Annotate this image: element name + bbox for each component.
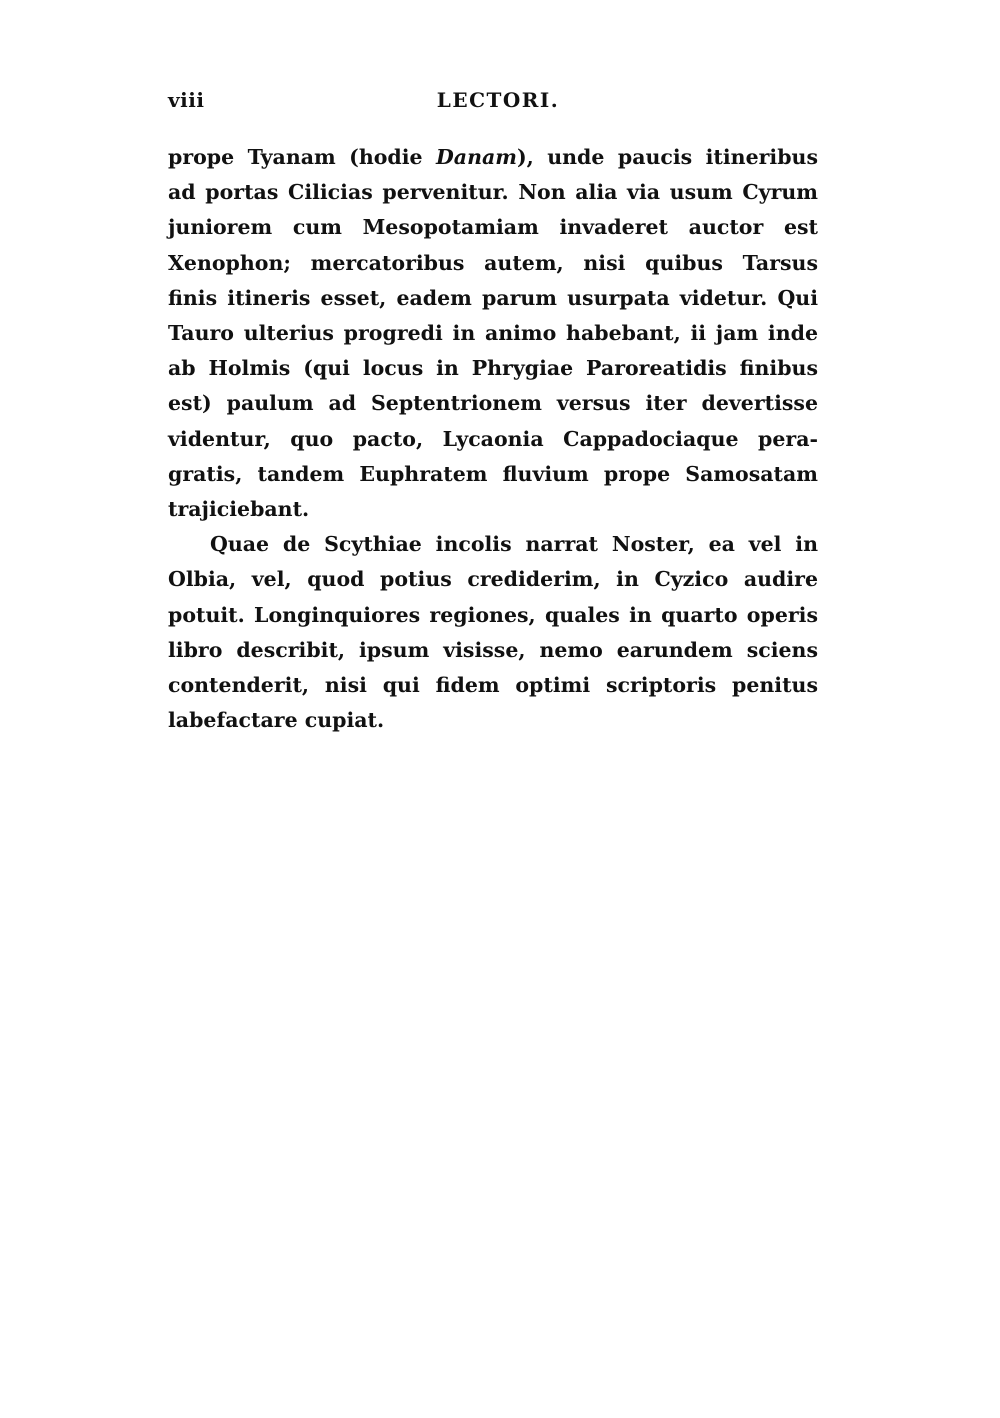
page-number: viii (168, 88, 205, 112)
text-line (168, 386, 818, 421)
text-segment: contenderit, nisi qui fidem optimi scriptoris penitus (168, 673, 818, 698)
text-segment: Tauro ulterius progredi in animo habebant, ii jam inde (168, 321, 818, 346)
text-line (168, 140, 818, 175)
text-line (168, 668, 818, 703)
text-segment: juniorem cum Mesopotamiam invaderet auctor est (168, 215, 818, 240)
text-line (168, 281, 818, 316)
text-segment: gratis, tandem Euphratem fluvium prope Samosatam (168, 461, 818, 486)
text-segment: ad portas Cilicias pervenitur. Non alia via usum Cyrum (168, 180, 818, 205)
text-segment: ), unde paucis itineribus (516, 145, 818, 169)
text-line (168, 316, 818, 351)
text-segment: prope Tyanam (hodie (168, 145, 437, 169)
text-segment: Xenophon; mercatoribus autem, nisi quibus Tarsus (168, 250, 818, 275)
text-line (168, 246, 818, 281)
text-line (168, 351, 818, 386)
text-line (168, 492, 818, 527)
paragraph (168, 527, 818, 738)
text-segment: trajiciebant. (168, 497, 310, 522)
text-segment: Olbia, vel, quod potius crediderim, in Cyzico audire (168, 567, 818, 592)
text-segment: labefactare cupiat. (168, 708, 385, 733)
text-line (168, 457, 818, 492)
text-segment: ab Holmis (qui locus in Phrygiae Paroreatidis finibus (168, 356, 818, 381)
body-text (168, 140, 818, 738)
text-segment: libro describit, ipsum visisse, nemo earundem sciens (168, 637, 818, 662)
text-line (168, 562, 818, 597)
text-segment: potuit. Longinquiores regiones, quales in quarto operis (168, 602, 818, 627)
text-segment: est) paulum ad Septentrionem versus iter devertisse (168, 391, 818, 416)
text-line (168, 210, 818, 245)
paragraph (168, 140, 818, 527)
running-head (168, 88, 828, 118)
text-line (168, 527, 818, 562)
running-title: LECTORI. (436, 88, 560, 112)
italic-text: Danam (436, 145, 517, 169)
text-line (168, 703, 818, 738)
text-line (168, 633, 818, 668)
text-line (168, 422, 818, 457)
text-segment: Quae de Scythiae incolis narrat Noster, ea vel in (210, 532, 818, 557)
text-segment: finis itineris esset, eadem parum usurpata videtur. Qui (168, 285, 818, 310)
text-line (168, 175, 818, 210)
text-line (168, 598, 818, 633)
text-segment: videntur, quo pacto, Lycaonia Cappadociaque pera- (168, 426, 818, 451)
